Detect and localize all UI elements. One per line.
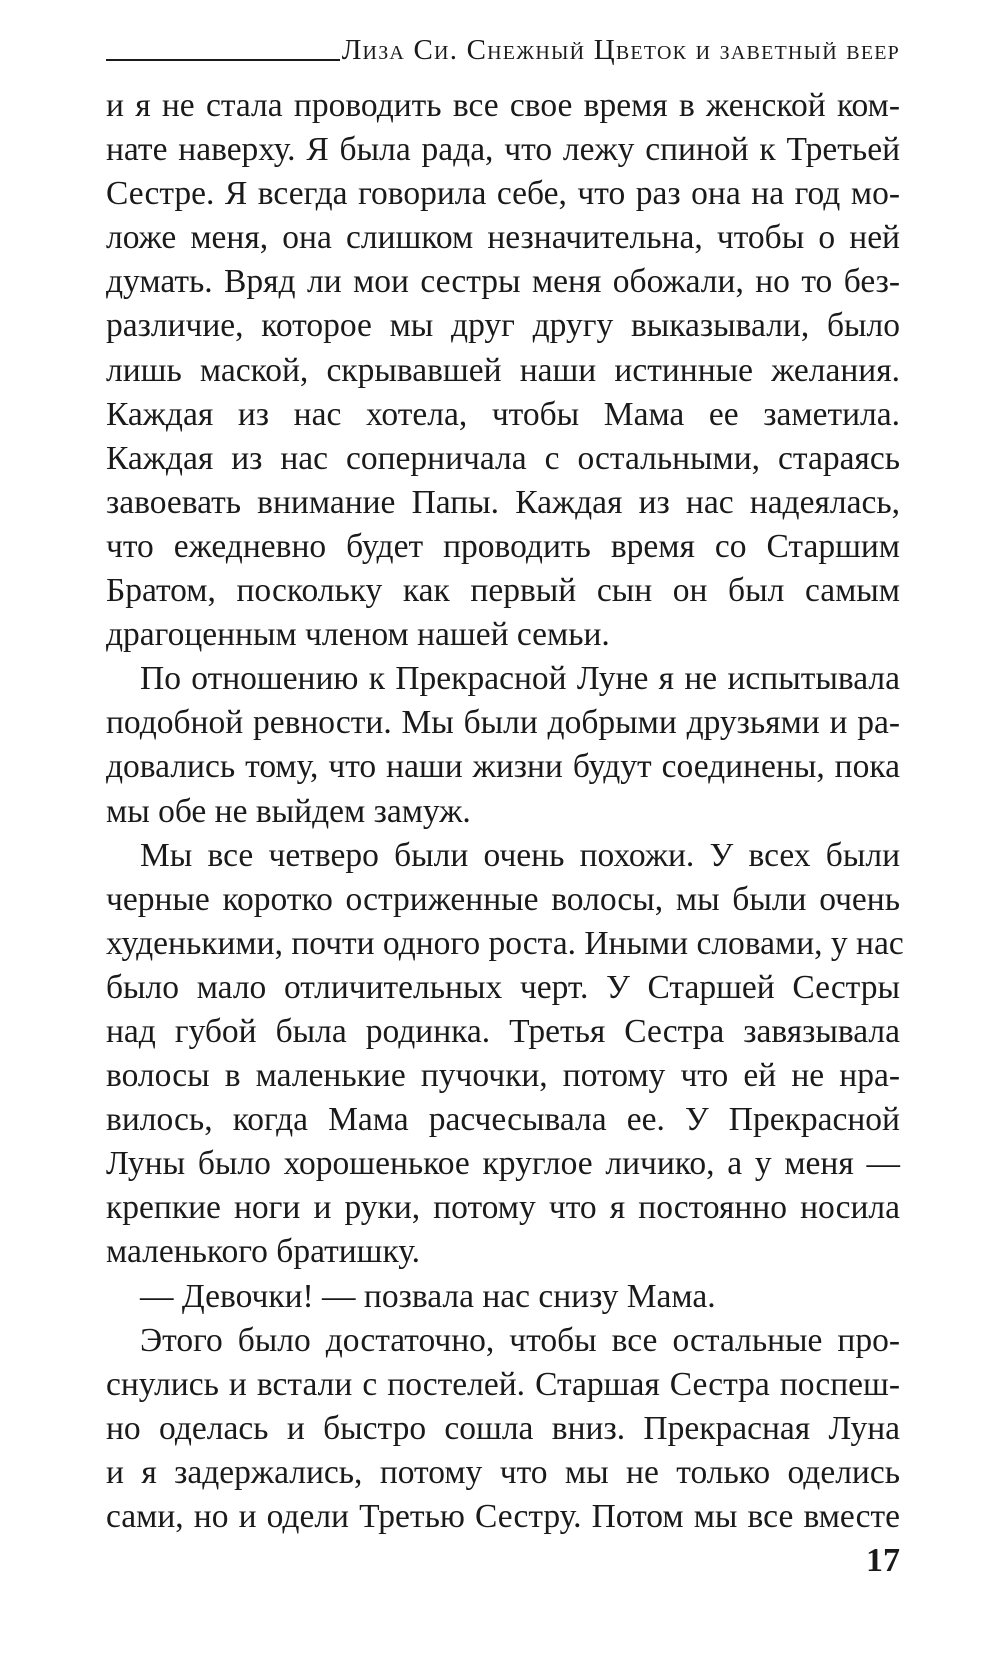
text-line: Братом, поскольку как первый сын он был самым — [106, 572, 900, 610]
page-number: 17 — [866, 1542, 900, 1579]
text-line: лишь маской, скрывавшей наши истинные желания. — [106, 351, 900, 389]
text-line: Этого было достаточно, чтобы все остальные про- — [140, 1321, 900, 1359]
text-line: Луны было хорошенькое круглое личико, а у меня — — [106, 1145, 900, 1183]
text-line: подобной ревности. Мы были добрыми друзьями и ра- — [106, 704, 900, 742]
text-line: завоевать внимание Папы. Каждая из нас надеялась, — [106, 483, 900, 521]
text-line: Мы все четверо были очень похожи. У всех были — [140, 836, 900, 874]
text-line: крепкие ноги и руки, потому что я постоянно носила — [106, 1189, 900, 1227]
text-line: что ежедневно будет проводить время со Старшим — [106, 527, 900, 565]
text-line: вилось, когда Мама расчесывала ее. У Прекрасной — [106, 1101, 900, 1139]
text-line: волосы в маленькие пучочки, потому что ей не нра- — [106, 1057, 900, 1095]
running-head-title: Лиза Си. Снежный Цветок и заветный веер — [341, 34, 900, 66]
text-line: — Девочки! — позвала нас снизу Мама. — [140, 1277, 716, 1315]
text-line: различие, которое мы друг другу выказывали, было — [106, 307, 900, 345]
text-line: над губой была родинка. Третья Сестра завязывала — [106, 1012, 900, 1050]
text-line: худенькими, почти одного роста. Иными словами, у нас — [106, 924, 904, 962]
text-line: маленького братишку. — [106, 1233, 421, 1271]
body-text — [106, 84, 904, 1539]
running-head-rule — [106, 59, 340, 61]
text-line: снулись и встали с постелей. Старшая Сестра поспеш- — [106, 1365, 900, 1403]
text-line: сами, но и одели Третью Сестру. Потом мы все вместе — [106, 1498, 900, 1535]
text-line: и я задержались, потому что мы не только оделись — [106, 1453, 900, 1491]
text-line: было мало отличительных черт. У Старшей Сестры — [106, 968, 900, 1006]
text-line: Каждая из нас хотела, чтобы Мама ее заметила. — [106, 395, 900, 433]
running-head — [106, 30, 900, 70]
text-line: По отношению к Прекрасной Луне я не испытывала — [140, 660, 900, 698]
text-line: довались тому, что наши жизни будут соединены, пока — [106, 748, 900, 786]
text-line: но оделась и быстро сошла вниз. Прекрасная Луна — [106, 1409, 900, 1447]
text-line: ложе меня, она слишком незначительна, чтобы о ней — [106, 219, 900, 257]
text-line: нате наверху. Я была рада, что лежу спиной к Третьей — [106, 131, 900, 169]
text-line: черные коротко остриженные волосы, мы были очень — [106, 880, 900, 918]
text-line: думать. Вряд ли мои сестры меня обожали, но то без- — [106, 263, 900, 301]
text-line: и я не стала проводить все свое время в женской ком- — [106, 87, 900, 124]
text-line: Сестре. Я всегда говорила себе, что раз она на год мо- — [106, 175, 900, 213]
text-line: Каждая из нас соперничала с остальными, стараясь — [106, 439, 900, 477]
text-line: мы обе не выйдем замуж. — [106, 792, 471, 830]
text-line: драгоценным членом нашей семьи. — [106, 616, 610, 654]
